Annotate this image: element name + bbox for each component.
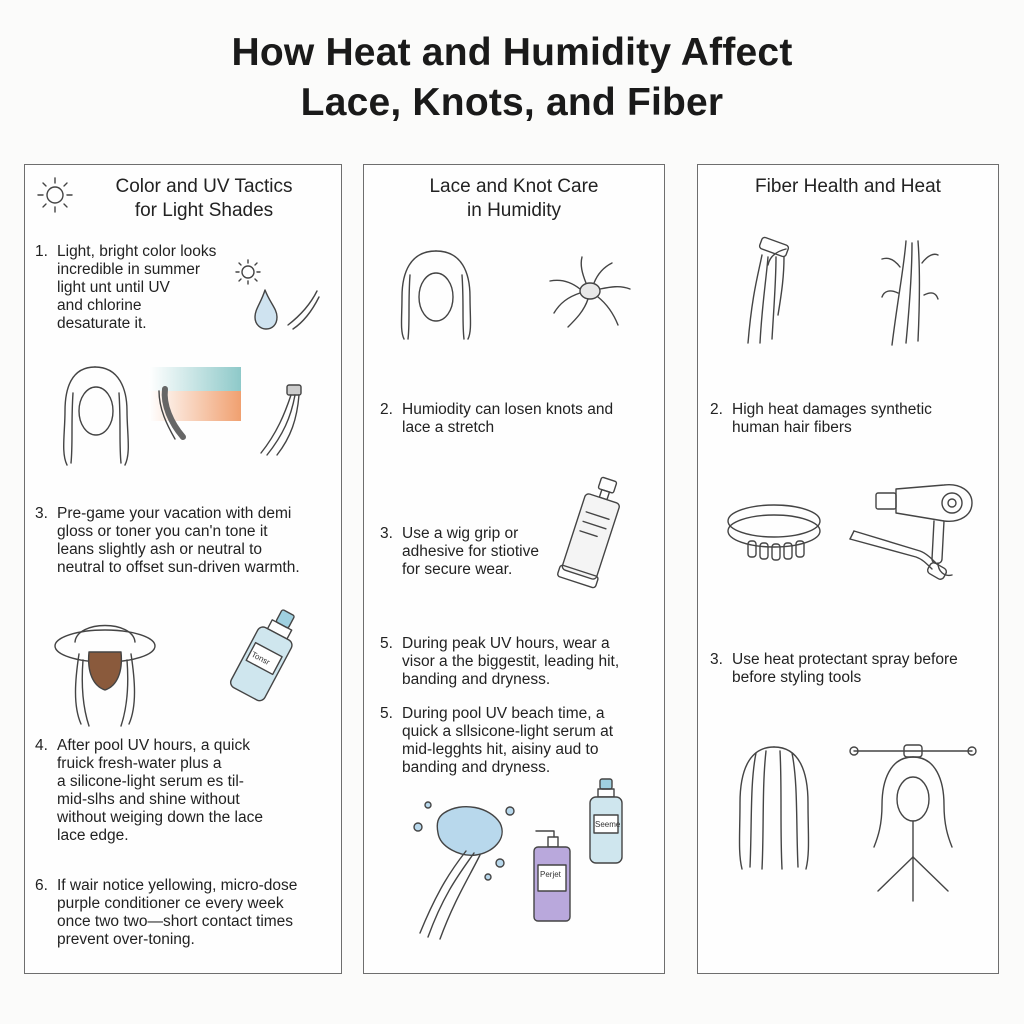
spray-bottle-icon (558, 475, 628, 591)
item-number: 5. (380, 635, 393, 652)
item-number: 1. (35, 243, 48, 260)
item-number: 4. (35, 737, 48, 754)
item-line: and chlorine (57, 297, 142, 314)
item-line: Light, bright color looks (57, 243, 217, 260)
item-line: If wair notice yellowing, micro-dose (57, 877, 298, 894)
item-line: Humiodity can losen knots and (402, 401, 614, 418)
wig-band-icon (724, 497, 824, 567)
item-line: Pre-game your vacation with demi (57, 505, 292, 522)
item-line: neutral to offset sun-driven warmth. (57, 559, 300, 576)
item-line: incredible in summer (57, 261, 200, 278)
item-line: banding and dryness. (402, 671, 551, 688)
item-line: purple conditioner ce every week (57, 895, 284, 912)
panel-heading-line: for Light Shades (134, 200, 274, 221)
panel-heading (364, 175, 664, 223)
item-line: before styling tools (732, 669, 862, 686)
item-line: lace a stretch (402, 419, 495, 436)
item-line: mid-legghts hit, aisiny aud to (402, 741, 599, 758)
item-line: banding and dryness. (402, 759, 551, 776)
item-line: for secure wear. (402, 561, 513, 578)
item-line: without weiging down the lace (57, 809, 263, 826)
list-item (35, 737, 263, 845)
list-item (380, 401, 613, 437)
panel-color-uv (24, 164, 342, 974)
title-line-2: Lace, Knots, and Fiber (300, 81, 724, 124)
item-line: During pool UV beach time, a (402, 705, 605, 722)
item-line: High heat damages synthetic (732, 401, 932, 418)
pump-bottle-icon (526, 825, 576, 925)
item-number: 2. (710, 401, 723, 418)
item-line: once two two—short contact times (57, 913, 294, 930)
list-item (380, 525, 539, 579)
wig-back-icon (734, 743, 814, 873)
panel-heading-line: in Humidity (467, 200, 561, 221)
color-swatch-icon (143, 365, 243, 445)
bottle-label: Tonsr (249, 649, 272, 667)
wig-face-icon (57, 363, 133, 469)
item-line: Use heat protectant spray before (732, 651, 958, 668)
item-number: 3. (35, 505, 48, 522)
item-number: 3. (710, 651, 723, 668)
list-item (380, 705, 613, 777)
bottle-label: Perjet (540, 870, 561, 879)
wig-face-icon (396, 247, 476, 343)
wig-stand-icon (848, 741, 978, 913)
hair-strand-icon (257, 383, 311, 457)
list-item (35, 877, 297, 949)
serum-bottle-icon (586, 777, 626, 867)
item-number: 2. (380, 401, 393, 418)
item-number: 3. (380, 525, 393, 542)
item-line: prevent over-toning. (57, 931, 195, 948)
item-line: lace edge. (57, 827, 129, 844)
item-line: After pool UV hours, a quick (57, 737, 250, 754)
panel-heading (698, 175, 998, 199)
item-line: human hair fibers (732, 419, 852, 436)
item-line: During peak UV hours, wear a (402, 635, 610, 652)
page-title (0, 28, 1024, 128)
toner-bottle-icon (231, 605, 301, 705)
item-line: mid-slhs and shine without (57, 791, 240, 808)
item-line: leans slightly ash or neutral to (57, 541, 263, 558)
panel-heading-line: Fiber Health and Heat (755, 176, 941, 197)
frayed-hair-icon (880, 237, 940, 349)
water-drop-icon (253, 285, 323, 340)
item-line: quick a sllsicone-light serum at (402, 723, 614, 740)
small-sun-icon (233, 257, 263, 287)
hair-weft-icon (738, 235, 808, 347)
item-line: a silicone-light serum es til- (57, 773, 244, 790)
panel-heading (75, 175, 333, 223)
knot-icon (546, 255, 632, 331)
list-item (35, 505, 300, 577)
item-line: gloss or toner you can'n tone it (57, 523, 268, 540)
sun-icon (35, 175, 75, 215)
panel-fiber-heat (697, 164, 999, 974)
panel-heading-line: Color and UV Tactics (115, 176, 293, 197)
flat-iron-icon (846, 517, 950, 587)
panel-lace-knot (363, 164, 665, 974)
bottle-label: Seeme (595, 820, 621, 829)
item-number: 6. (35, 877, 48, 894)
item-line: light unt until UV (57, 279, 170, 296)
list-item (710, 401, 932, 437)
item-line: Use a wig grip or (402, 525, 519, 542)
item-line: adhesive for stiotive (402, 543, 539, 560)
list-item (710, 651, 958, 687)
item-line: visor a the biggestit, leading hit, (402, 653, 620, 670)
item-number: 5. (380, 705, 393, 722)
panel-heading-line: Lace and Knot Care (429, 176, 599, 197)
item-line: fruick fresh-water plus a (57, 755, 222, 772)
sun-hat-woman-icon (53, 610, 163, 730)
list-item (380, 635, 619, 689)
list-item (35, 243, 216, 333)
title-line-1: How Heat and Humidity Affect (231, 31, 793, 74)
water-splash-icon (404, 793, 524, 943)
item-line: desaturate it. (57, 315, 147, 332)
